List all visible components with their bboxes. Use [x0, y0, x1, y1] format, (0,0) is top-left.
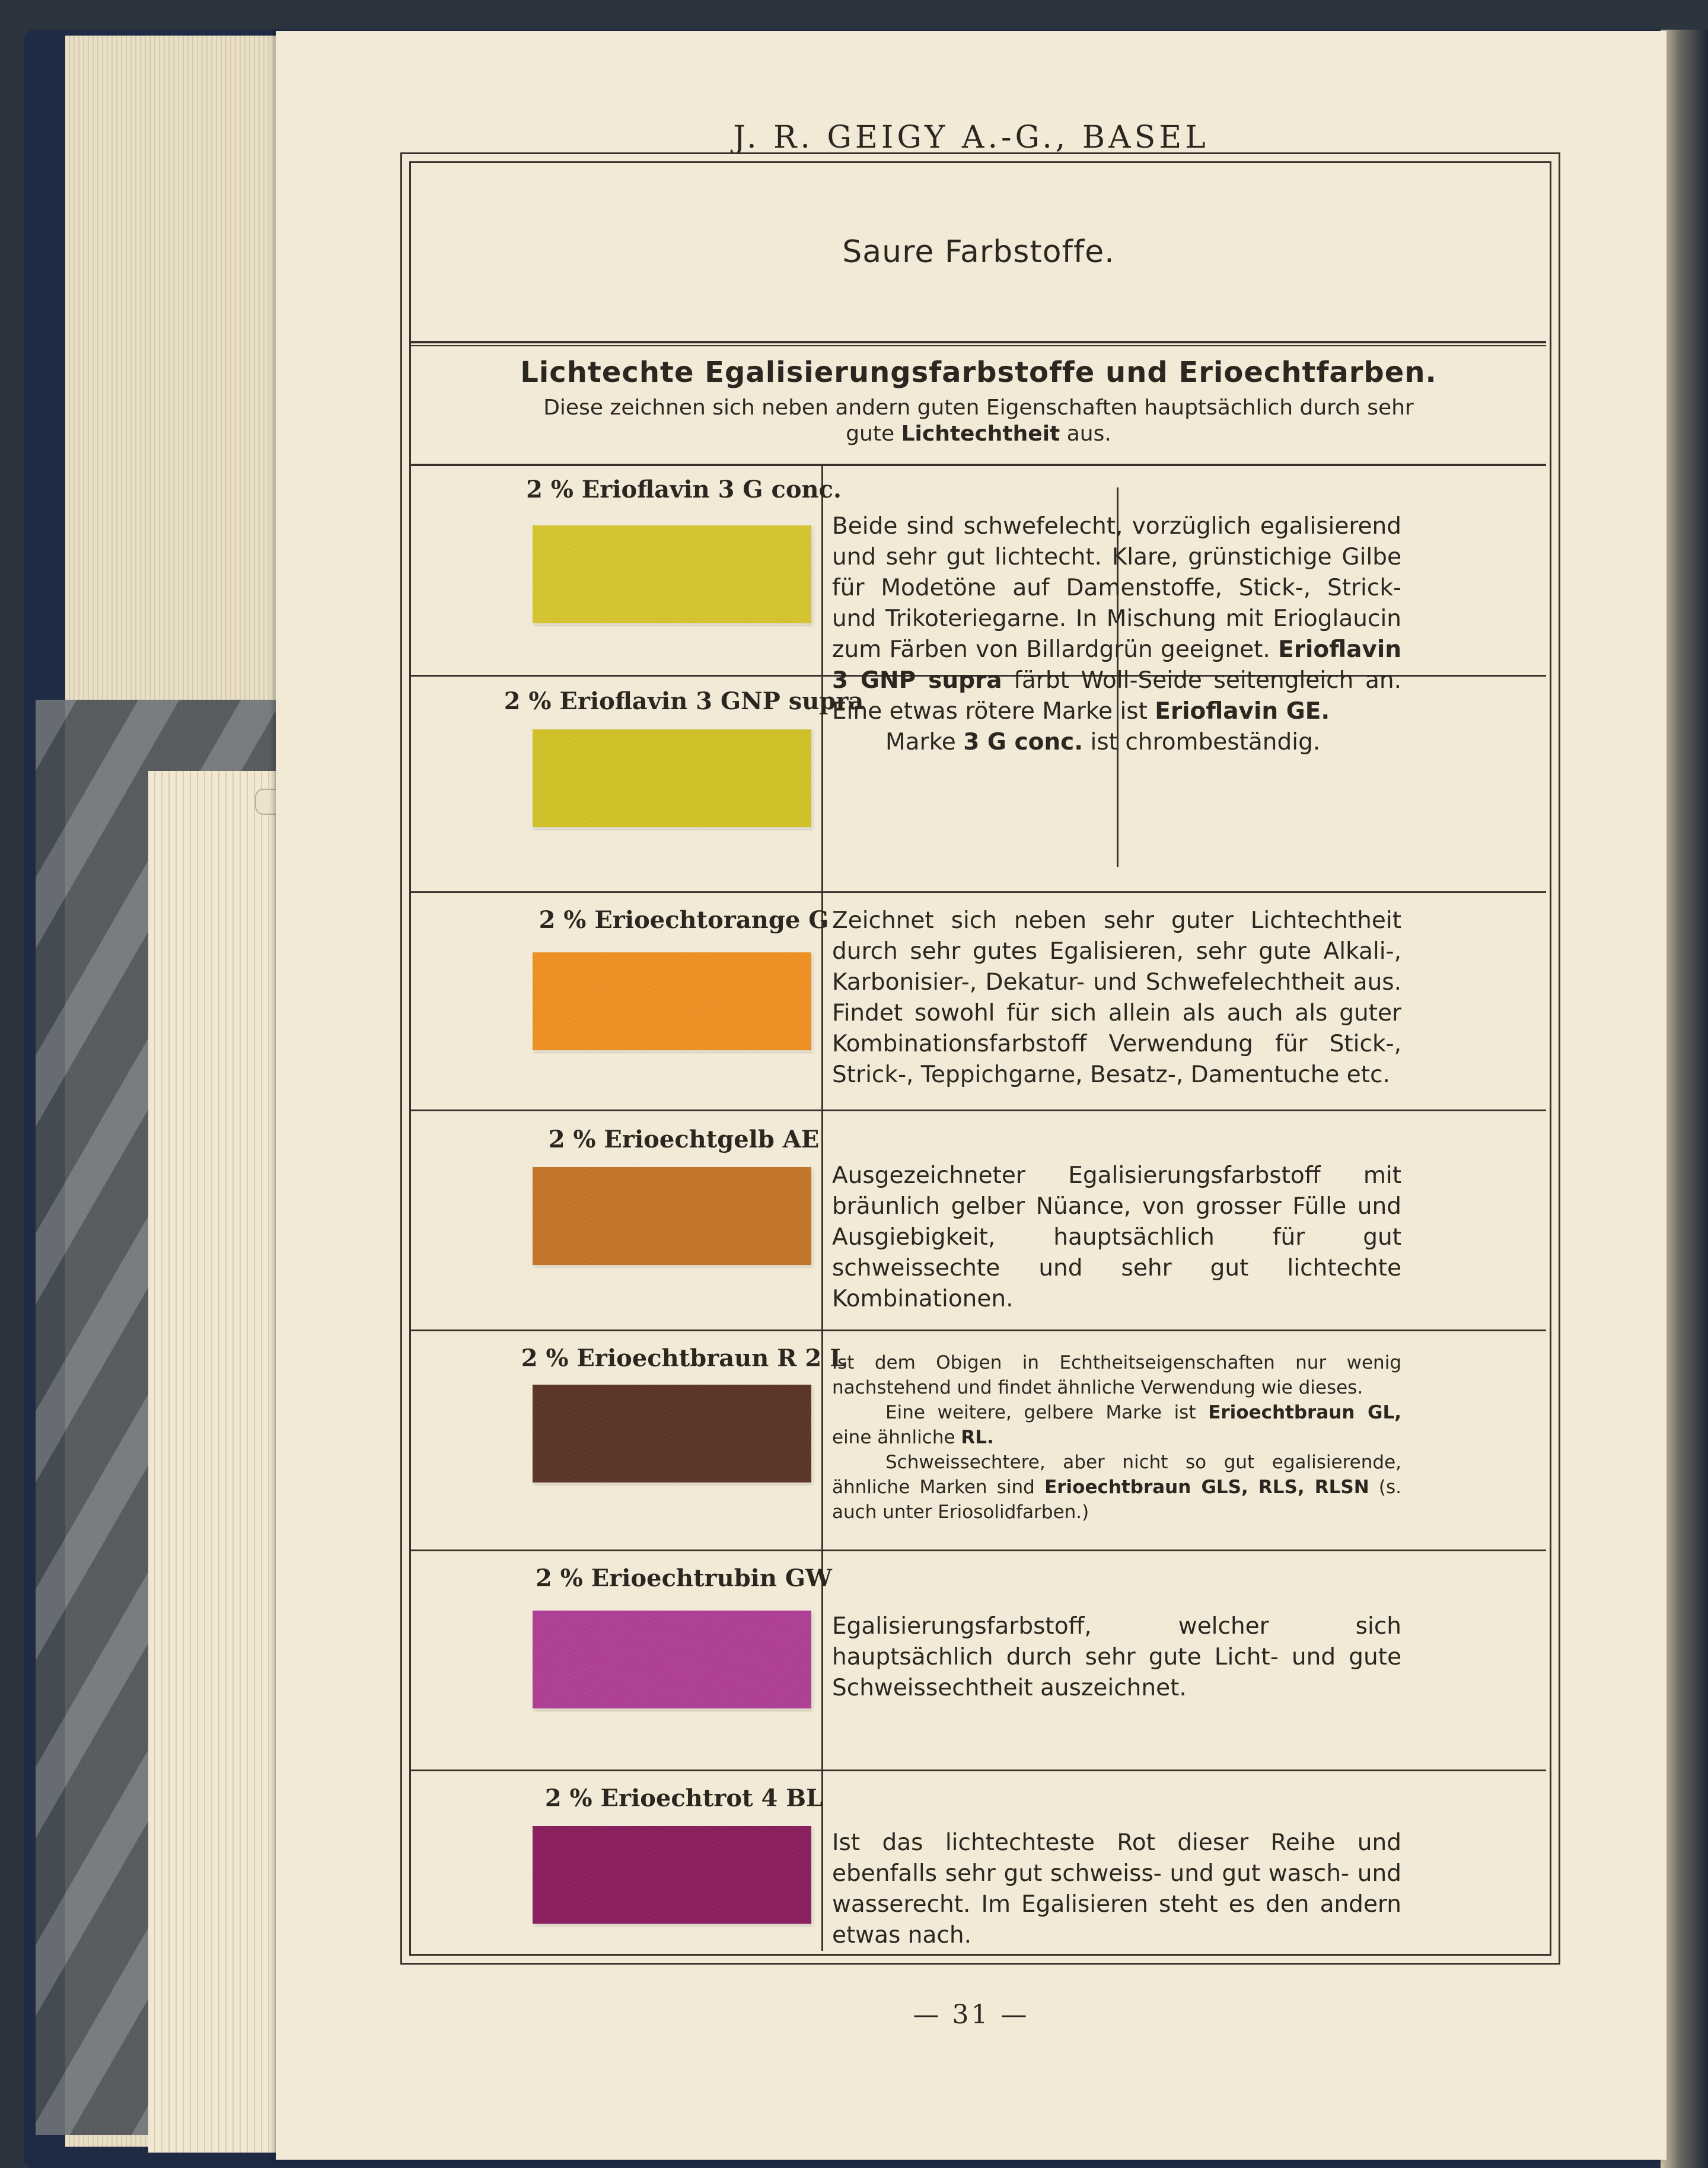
- page-stack: [148, 771, 279, 2153]
- description-text: (s. auch unter Eriosolidfarben.): [832, 1477, 1401, 1523]
- sample-label: 2 % Erioflavin 3 GNP supra: [504, 687, 864, 715]
- description-line: [832, 1400, 1401, 1450]
- sample-label: 2 % Erioechtrubin GW: [536, 1564, 832, 1592]
- description-erioechtgelb: Ausgezeichneter Egalisierungsfarbstoff mit bräunlich gelber Nüance, von grosser Fülle und Ausgiebigkeit, hauptsächlich für gut schweissechte und sehr gut lichtechte Kombinationen.: [832, 1162, 1401, 1312]
- description-text: Beide sind schwefelecht, vorzüglich egalisierend und sehr gut lichtecht. Klare, grünstichige Gilbe für Modetöne auf Damenstoffe, Stick-, Strick- und Trikoteriegarne. In Mischung mit Erioglaucin zum Färben von Billardgrün geeignet.: [832, 513, 1401, 663]
- description-text: Ist dem Obigen in Echtheitseigenschaften nur wenig nachstehend und findet ähnliche Verwendung wie dieses.: [832, 1352, 1401, 1398]
- description-text: eine ähnliche: [832, 1427, 955, 1448]
- section-text-bold: Lichtechtheit: [901, 422, 1060, 446]
- dye-swatch: [533, 525, 811, 623]
- dye-swatch: [533, 1826, 811, 1924]
- description-bold: RL.: [961, 1427, 994, 1448]
- page-header: J. R. GEIGY A.-G., BASEL: [733, 120, 1209, 155]
- description-bold: Erioechtbraun GLS, RLS, RLSN: [1044, 1477, 1369, 1498]
- section-header: [411, 345, 1546, 466]
- description-erioflavin: [832, 511, 1401, 758]
- sample-label: 2 % Erioechtrot 4 BL: [544, 1784, 823, 1812]
- dye-swatch: [533, 1385, 811, 1482]
- page-title: Saure Farbstoffe.: [842, 234, 1115, 270]
- section-title: Lichtechte Egalisierungsfarbstoffe und Erioechtfarben.: [520, 356, 1437, 389]
- sample-label: 2 % Erioflavin 3 G conc.: [526, 476, 842, 503]
- dye-swatch: [533, 1611, 811, 1708]
- section-text-after: aus.: [1066, 422, 1111, 446]
- section-description: [524, 395, 1433, 447]
- description-text: Marke: [885, 729, 956, 755]
- section-text-before: Diese zeichnen sich neben andern guten Eigenschaften hauptsächlich durch sehr gute: [543, 396, 1414, 446]
- description-erioechtbraun: [832, 1350, 1401, 1525]
- description-text: ist chrombeständig.: [1090, 729, 1321, 755]
- sample-label: 2 % Erioechtorange G: [538, 906, 829, 934]
- description-bold: Erioechtbraun GL,: [1208, 1402, 1401, 1423]
- page-number: — 31 —: [913, 2000, 1030, 2030]
- description-erioechtrot: Ist das lichtechteste Rot dieser Reihe und ebenfalls sehr gut schweiss- und gut wasch- und wasserecht. Im Egalisieren steht es den andern etwas nach.: [832, 1829, 1401, 1949]
- dye-swatch: [533, 729, 811, 827]
- description-erioechtorange: Zeichnet sich neben sehr guter Lichtechtheit durch sehr gutes Egalisieren, sehr gute Alkali-, Karbonisier-, Dekatur- und Schwefelechtheit aus. Findet sowohl für sich allein als auch als guter Kombinationsfarbstoff Verwendung für Stick-, Strick-, Teppichgarne, Besatz-, Damentuche etc.: [832, 907, 1401, 1088]
- catalog-page: [276, 31, 1666, 2160]
- description-erioechtrubin: Egalisierungsfarbstoff, welcher sich hauptsächlich durch sehr gute Licht- und gute Schweissechtheit auszeichnet.: [832, 1613, 1401, 1701]
- description-bold: Erioflavin 3 GNP supra: [832, 636, 1401, 694]
- description-line: [832, 1450, 1401, 1525]
- description-text: Eine weitere, gelbere Marke ist: [885, 1402, 1196, 1423]
- sample-label: 2 % Erioechtbraun R 2 L: [521, 1344, 847, 1372]
- description-text: Schweissechtere, aber nicht so gut egalisierende, ähnliche Marken sind: [832, 1452, 1401, 1498]
- description-bold: Erioflavin GE.: [1155, 698, 1330, 725]
- description-line: [832, 727, 1401, 758]
- sample-label: 2 % Erioechtgelb AE: [548, 1126, 820, 1153]
- dye-swatch: [533, 1167, 811, 1265]
- description-bold: 3 G conc.: [963, 729, 1084, 755]
- description-text: färbt Woll-Seide seitengleich an. Eine etwas rötere Marke ist: [832, 667, 1401, 725]
- right-page-edge: [1661, 30, 1708, 2168]
- dye-swatch: [533, 952, 811, 1050]
- title-block: [411, 163, 1546, 343]
